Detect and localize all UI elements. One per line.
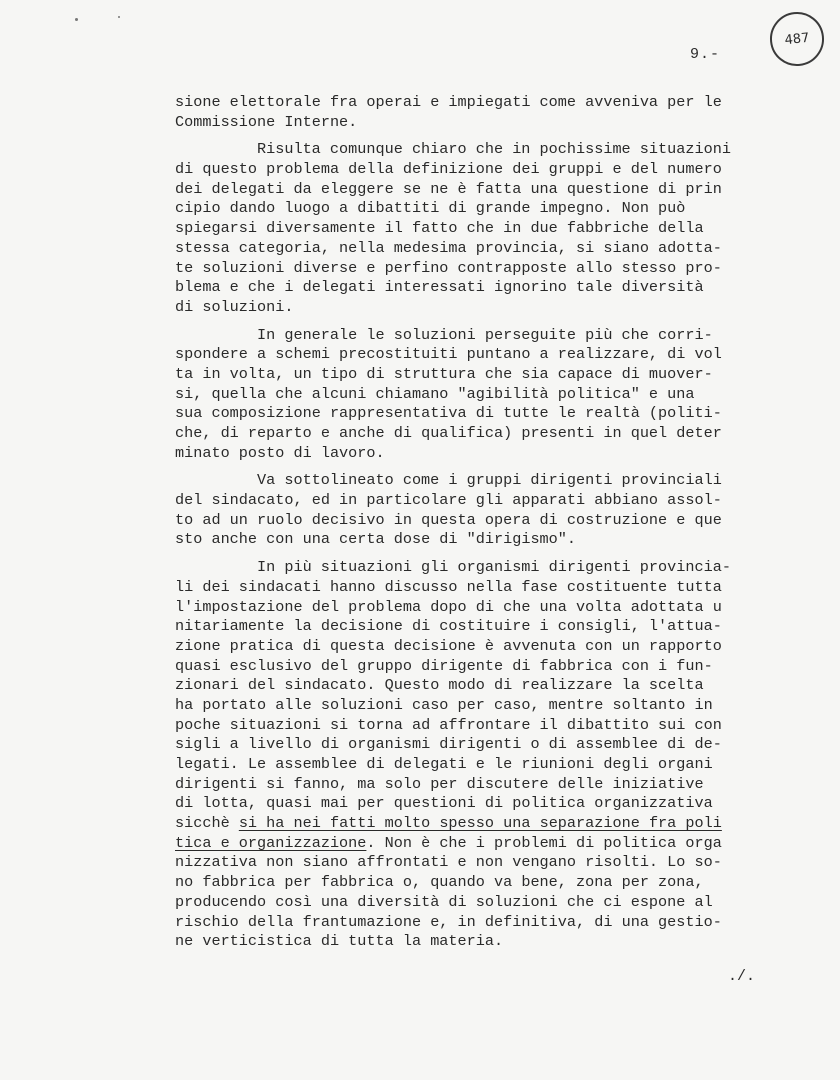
text-line: li dei sindacati hanno discusso nella fase costituente tutta bbox=[175, 577, 722, 596]
archive-stamp bbox=[767, 9, 826, 68]
text-line: poche situazioni si torna ad affrontare il dibattito sui con bbox=[175, 715, 722, 734]
text-line: producendo così una diversità di soluzioni che ci espone al bbox=[175, 892, 713, 911]
scan-speck bbox=[75, 18, 78, 21]
text-line: si, quella che alcuni chiamano "agibilità politica" e una bbox=[175, 384, 695, 403]
text-line: zionari del sindacato. Questo modo di realizzare la scelta bbox=[175, 676, 704, 695]
text-line bbox=[175, 834, 775, 854]
text-line: te soluzioni diverse e perfino contrapposte allo stesso pro- bbox=[175, 258, 722, 277]
text-line: Va sottolineato come i gruppi dirigenti provinciali bbox=[257, 471, 722, 490]
text-line: sigli a livello di organismi dirigenti o di assemblee di de- bbox=[175, 735, 722, 754]
archive-stamp-number: 487 bbox=[783, 30, 811, 48]
text-line: ne verticistica di tutta la materia. bbox=[175, 932, 504, 951]
text-line: di questo problema della definizione dei gruppi e del numero bbox=[175, 160, 722, 179]
underlined-phrase: tica e organizzazione bbox=[175, 833, 367, 852]
text-line: zione pratica di questa decisione è avvenuta con un rapporto bbox=[175, 636, 722, 655]
text-line: ta in volta, un tipo di struttura che sia capace di muover- bbox=[175, 364, 713, 383]
page-number: 9.- bbox=[690, 46, 721, 63]
text-line: dirigenti si fanno, ma solo per discutere delle iniziative bbox=[175, 774, 704, 793]
text-line: sua composizione rappresentativa di tutte le realtà (politi- bbox=[175, 404, 722, 423]
text-line: ha portato alle soluzioni caso per caso, mentre soltanto in bbox=[175, 695, 713, 714]
document-body bbox=[175, 93, 775, 952]
text-segment: sicchè bbox=[175, 814, 239, 833]
text-line: nizzativa non siano affrontati e non vengano risolti. Lo so- bbox=[175, 853, 722, 872]
text-line: spiegarsi diversamente il fatto che in due fabbriche della bbox=[175, 219, 704, 238]
text-line: In più situazioni gli organismi dirigenti provincia- bbox=[257, 558, 731, 577]
text-line: Risulta comunque chiaro che in pochissime situazioni bbox=[257, 140, 731, 159]
text-line: cipio dando luogo a dibattiti di grande impegno. Non può bbox=[175, 199, 686, 218]
text-line: sto anche con una certa dose di "dirigismo". bbox=[175, 530, 577, 549]
text-line: legati. Le assemblee di delegati e le riunioni degli organi bbox=[175, 755, 713, 773]
text-line: quasi esclusivo del gruppo dirigente di fabbrica con i fun- bbox=[175, 656, 713, 675]
text-line: di lotta, quasi mai per questioni di politica organizzativa bbox=[175, 794, 713, 813]
text-line: di soluzioni. bbox=[175, 297, 294, 316]
text-line: spondere a schemi precostituiti puntano a realizzare, di vol bbox=[175, 345, 722, 364]
text-line: del sindacato, ed in particolare gli apparati abbiano assol- bbox=[175, 491, 722, 510]
text-line: dei delegati da eleggere se ne è fatta una questione di prin bbox=[175, 179, 722, 198]
text-line: sione elettorale fra operai e impiegati come avveniva per le bbox=[175, 93, 722, 111]
continuation-mark: ./. bbox=[728, 968, 756, 985]
underlined-phrase: si ha nei fatti molto spesso una separazione fra poli bbox=[238, 814, 722, 833]
scan-speck bbox=[118, 16, 120, 18]
text-line: Commissione Interne. bbox=[175, 112, 358, 131]
text-line bbox=[175, 814, 775, 834]
text-segment: . Non è che i problemi di politica orga bbox=[366, 833, 722, 852]
text-line: rischio della frantumazione e, in definitiva, di una gestio- bbox=[175, 912, 722, 931]
text-line: no fabbrica per fabbrica o, quando va bene, zona per zona, bbox=[175, 873, 704, 892]
text-line: In generale le soluzioni perseguite più che corri- bbox=[257, 325, 713, 344]
text-line: che, di reparto e anche di qualifica) presenti in quel deter bbox=[175, 424, 722, 442]
text-line: to ad un ruolo decisivo in questa opera di costruzione e que bbox=[175, 510, 722, 529]
text-line: minato posto di lavoro. bbox=[175, 443, 385, 462]
text-line: l'impostazione del problema dopo di che una volta adottata u bbox=[175, 597, 722, 616]
text-line: nitariamente la decisione di costituire i consigli, l'attua- bbox=[175, 617, 722, 636]
text-line: blema e che i delegati interessati ignorino tale diversità bbox=[175, 278, 704, 297]
text-line: stessa categoria, nella medesima provincia, si siano adotta- bbox=[175, 238, 722, 257]
